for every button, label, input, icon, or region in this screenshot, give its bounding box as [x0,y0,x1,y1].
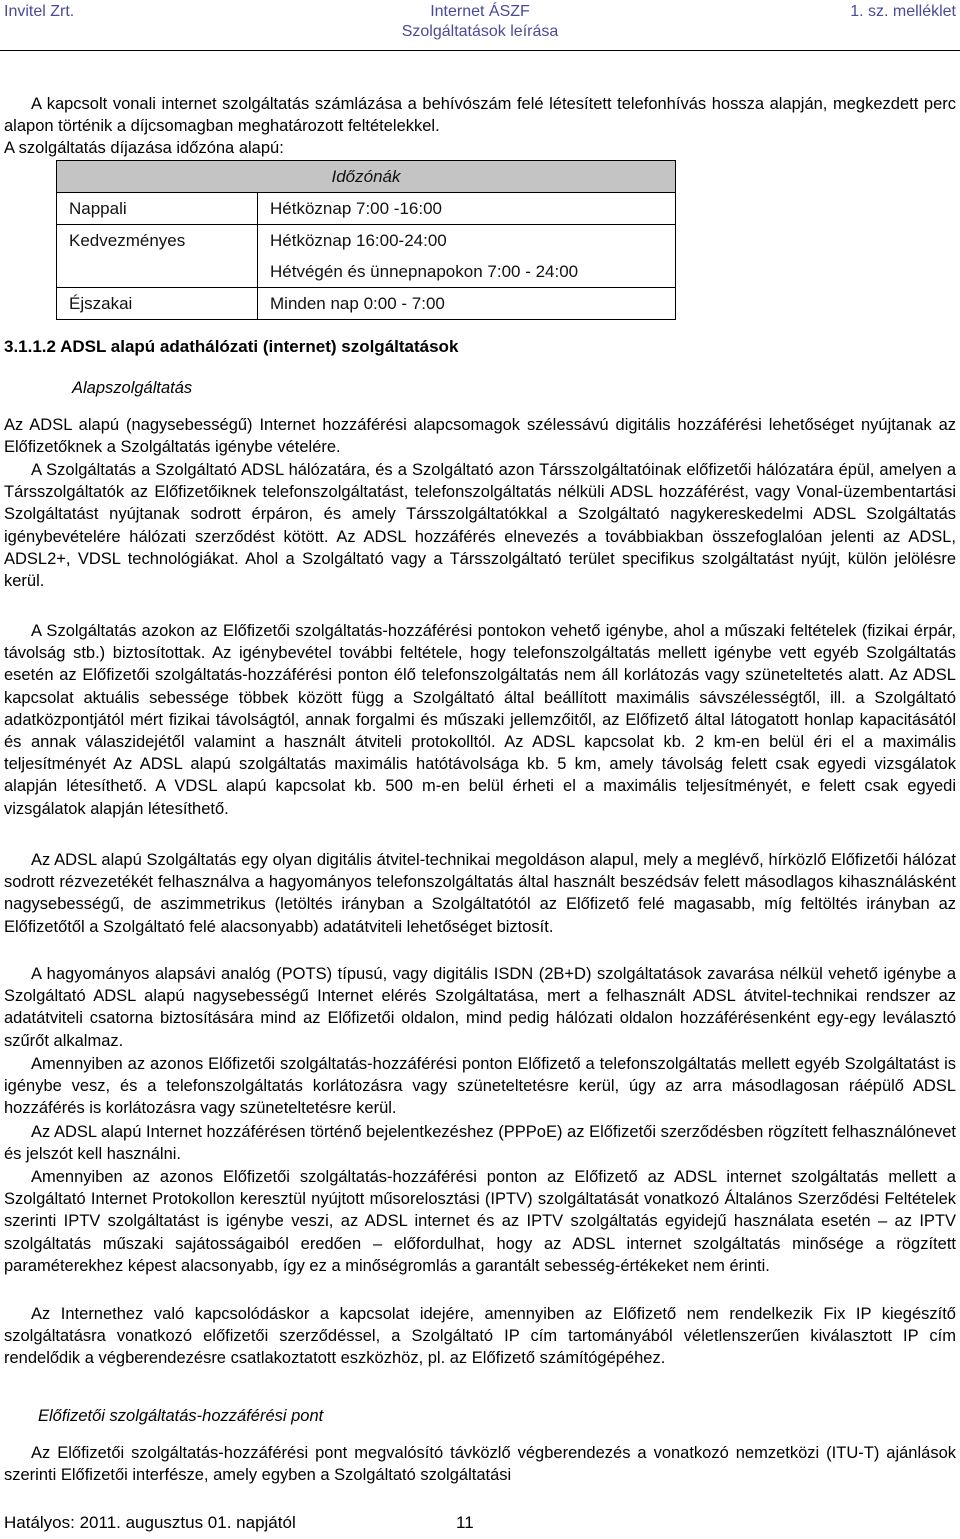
footer-effective-date: Hatályos: 2011. augusztus 01. napjától [4,1513,296,1532]
header-company: Invitel Zrt. [4,3,75,20]
body-paragraph: Az ADSL alapú Internet hozzáférésen történő bejelentkezéshez (PPPoE) az Előfizetői szerződésben rögzített felhasználónevet és jelszót kell használni. [4,1123,956,1164]
page-number: 11 [456,1513,474,1532]
body-paragraph: Amennyiben az azonos Előfizetői szolgáltatás-hozzáférési ponton Előfizető a telefonszolgáltatás mellett egyéb Szolgáltatást is igénybe vesz, és a telefonszolgáltatás korlátozásra vagy szüneteltetésre kerül, úgy az arra másodlagosan ráépülő ADSL hozzáférés is korlátozásra vagy szüneteltetésre kerül. [4,1055,956,1118]
header-divider [0,50,960,51]
header-title: Internet ÁSZF [430,3,530,20]
timezone-time: Hétköznap 16:00-24:00 [258,225,676,257]
intro-paragraph: A kapcsolt vonali internet szolgáltatás számlázása a behívószám felé létesített telefonhívás hossza alapján, megkezdett perc alapon történik a díjcsomagban meghatározott feltételekkel. [4,95,956,136]
header-subtitle: Szolgáltatások leírása [401,23,559,40]
timezone-time: Minden nap 0:00 - 7:00 [258,288,676,320]
body-paragraph: Az ADSL alapú Szolgáltatás egy olyan digitális átvitel-technikai megoldáson alapul, mely a meglévő, hírközlő Előfizetői hálózat sodrott rézvezetékét felhasználva a hagyományos telefonszolgáltatás által használt beszédsáv felett másodlagos kihasználásként nagysebességű, de aszimmetrikus (letöltés irányban a Szolgáltatótól az Előfizető felé magasabb, míg feltöltés irányban az Előfizetőtől a Szolgáltató felé alacsonyabb) adatátviteli lehetőséget biztosít. [4,851,956,936]
body-paragraph: A Szolgáltatás a Szolgáltató ADSL hálózatára, és a Szolgáltató azon Társszolgáltatóinak előfizetői hálózatára épül, amelyen a Társszolgáltatók az Előfizetőiknek telefonszolgáltatást, telefonszolgáltatás nélküli ADSL hozzáférést, vagy Vonal-üzembentartási Szolgáltatást nyújtanak sodrott érpáron, és amely Társszolgáltatókkal a Szolgáltató nagykereskedelmi ADSL Szolgáltatás igénybevételére hálózati szerződést kötött. Az ADSL hozzáférés elnevezés a továbbiakban összefoglalóan jelenti az ADSL, ADSL2+, VDSL technológiákat. Ahol a Szolgáltató vagy a Társszolgáltató terület specifikus szolgáltatást nyújt, külön jelölésre kerül. [4,461,956,591]
header-annex: 1. sz. melléklet [850,3,956,20]
table-row [57,256,676,288]
tariff-intro: A szolgáltatás díjazása időzóna alapú: [4,139,284,157]
table-row [57,193,676,225]
timezone-time: Hétvégén és ünnepnapokon 7:00 - 24:00 [258,256,676,288]
body-paragraph: Az Előfizetői szolgáltatás-hozzáférési pont megvalósító távközlő végberendezés a vonatkozó nemzetközi (ITU-T) ajánlások szerinti Előfizetői interfésze, amely egyben a Szolgáltató szolgáltatási [4,1444,956,1485]
body-paragraph: Amennyiben az azonos Előfizetői szolgáltatás-hozzáférési ponton az Előfizető az ADSL internet szolgáltatás mellett a Szolgáltató Internet Protokollon keresztül nyújtott műsorelosztási (IPTV) szolgáltatását vonatkozó Általános Szerződési Feltételek szerinti IPTV szolgáltatást is igénybe veszi, az ADSL internet és az IPTV szolgáltatás egyidejű használata esetén – az IPTV szolgáltatás műszaki sajátosságaiból eredően – előfordulhat, hogy az ADSL internet szolgáltatás minősége a rögzített paraméterekhez képest alacsonyabb, így ez a minőségromlás a garantált sebesség-értékeket nem érinti. [4,1168,956,1275]
body-paragraph: A hagyományos alapsávi analóg (POTS) típusú, vagy digitális ISDN (2B+D) szolgáltatások zavarása nélkül vehető igénybe a Szolgáltató ADSL alapú nagysebességű Internet elérés Szolgáltatása, mert a felhasznált ADSL átvitel-technikai rendszer az adatátviteli csatorna biztosítására mind az Előfizetői oldalon, mind pedig hálózati oldalon hozzáférésenként egy-egy leválasztó szűrőt alkalmaz. [4,965,956,1050]
body-paragraph: Az ADSL alapú (nagysebességű) Internet hozzáférési alapcsomagok szélessávú digitális hozzáférési lehetőséget nyújtanak az Előfizetőknek a Szolgáltatás igénybe vételére. [4,416,956,457]
timezone-time: Hétköznap 7:00 -16:00 [258,193,676,225]
timezone-name: Kedvezményes [57,225,258,257]
timezone-name: Éjszakai [57,288,258,320]
timezone-name: Nappali [57,193,258,225]
section-heading: 3.1.1.2 ADSL alapú adathálózati (internet) szolgáltatások [4,337,459,356]
table-row [57,288,676,320]
table-row [57,225,676,257]
timezone-table [56,160,676,320]
body-paragraph: A Szolgáltatás azokon az Előfizetői szolgáltatás-hozzáférési pontokon vehető igénybe, ahol a műszaki feltételek (fizikai érpár, távolság stb.) biztosítottak. Az igénybevétel további feltétele, hogy telefonszolgáltatás mellett igénybe vett egyéb Szolgáltatás esetén az Előfizetői szolgáltatás-hozzáférési ponton élő telefonszolgáltatás nem áll korlátozás vagy szüneteltetés alatt. Az ADSL kapcsolat aktuális sebessége többek között függ a Szolgáltató által beállított maximális sávszélességtől, ill. a Szolgáltató adatközpontjától mért fizikai távolságtól, annak forgalmi és műszaki jellemzőitől, az Előfizető által látogatott honlap kapacitásától és annak válaszidejétől valamint a használt átviteli protokolltól. Az ADSL kapcsolat kb. 2 km-en belül éri el a maximális teljesítményét Az ADSL alapú szolgáltatás maximális hatótávolsága kb. 5 km, amely távolság felett csak egyedi vizsgálatok alapján létesíthető. A VDSL alapú kapcsolat kb. 500 m-en belül érheti el a maximális teljesítményét, e felett csak egyedi vizsgálatok alapján létesíthető. [4,622,956,818]
subheading-access-point: Előfizetői szolgáltatás-hozzáférési pont [38,1407,324,1425]
body-paragraph: Az Internethez való kapcsolódáskor a kapcsolat idejére, amennyiben az Előfizető nem rendelkezik Fix IP kiegészítő szolgáltatásra vonatkozó előfizetői szerződéssel, a Szolgáltató IP cím tartományából véletlenszerűen kiválasztott IP cím rendelődik a végberendezésre csatlakoztatott eszközhöz, pl. az Előfizető számítógépéhez. [4,1305,956,1368]
timezone-table-title: Időzónák [57,161,676,193]
subheading-basic-service: Alapszolgáltatás [72,379,193,397]
